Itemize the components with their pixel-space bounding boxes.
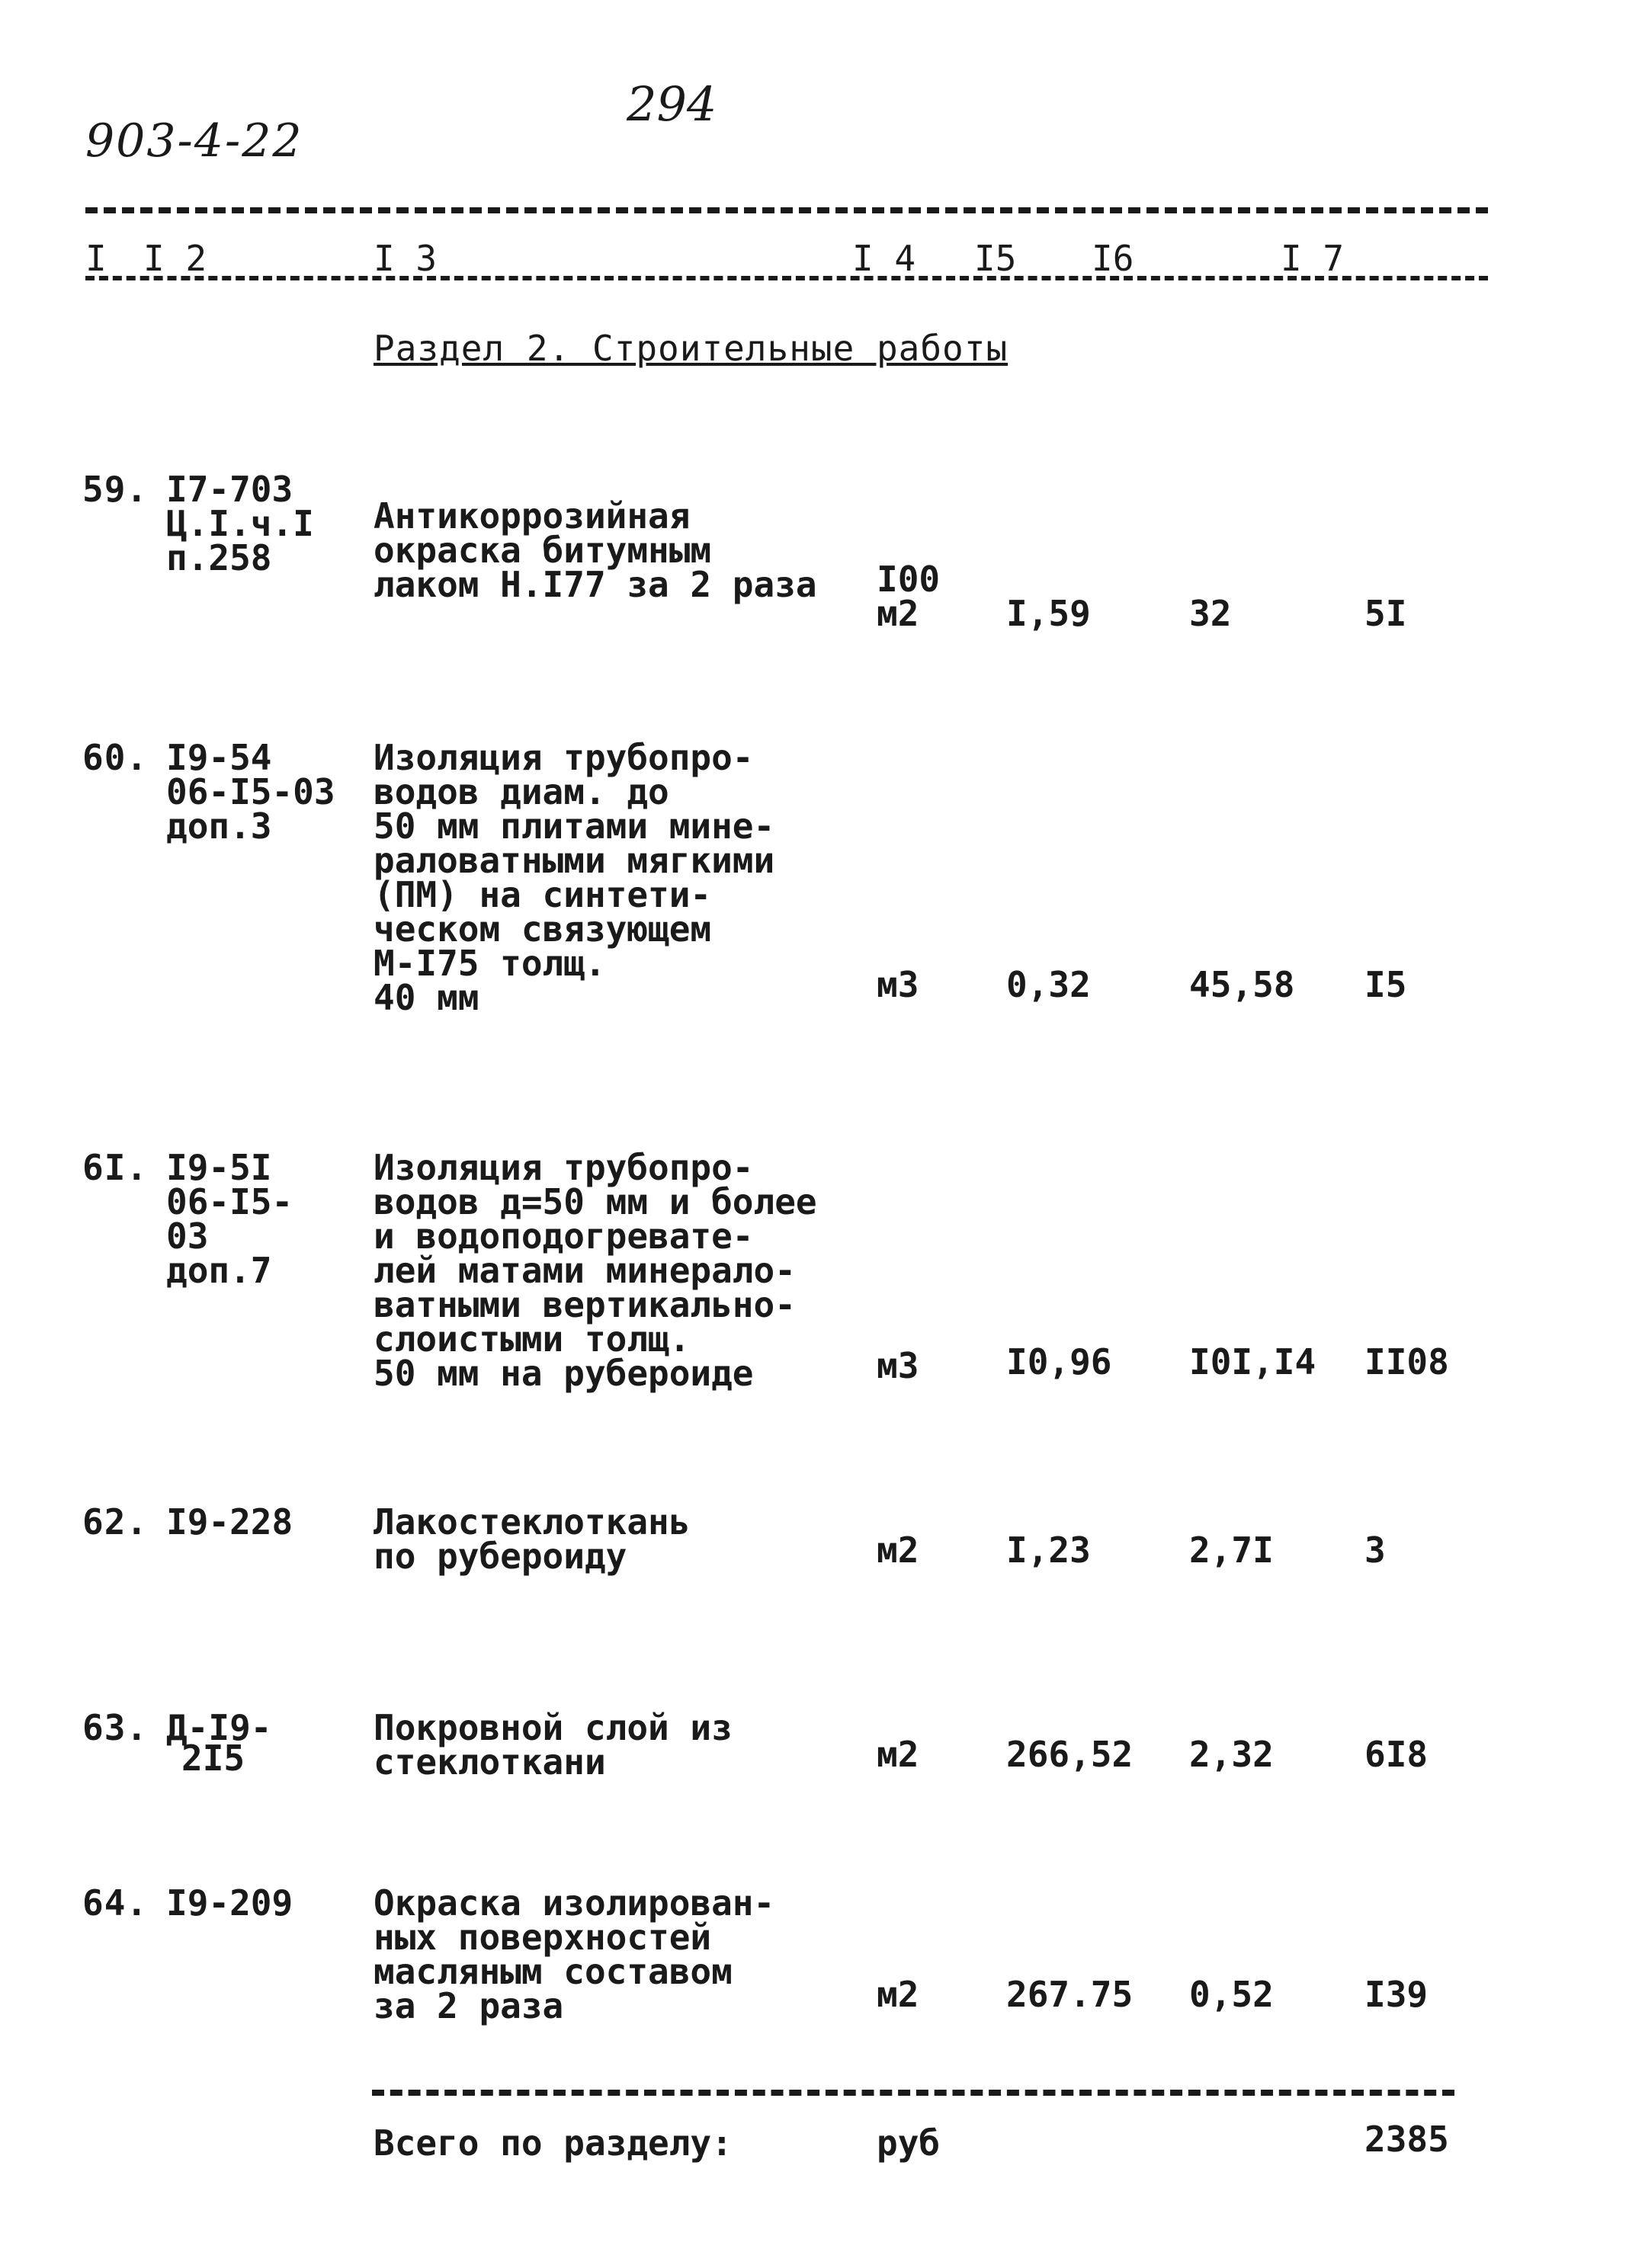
column-number-2: I 2 (143, 238, 207, 279)
row-desc-line: и водоподогревате- (374, 1216, 754, 1257)
row-desc-line: Покровной слой из (374, 1707, 733, 1748)
row-desc-line: водов диам. до (374, 771, 669, 812)
footer-divider (372, 2090, 1454, 2096)
row-code-line: I9-54 (166, 737, 272, 778)
row-price: 32 (1189, 593, 1232, 634)
row-desc-line: окраска битумным (374, 530, 712, 571)
row-desc-line: слоистыми толщ. (374, 1318, 691, 1360)
row-desc-line: 40 мм (374, 977, 479, 1018)
row-unit-line: м3 (877, 1345, 919, 1386)
row-desc-line: ческом связующем (374, 908, 712, 950)
row-unit-line: I00 (877, 559, 941, 600)
row-desc-line: ных поверхностей (374, 1917, 712, 1958)
row-desc-line: Изоляция трубопро- (374, 1147, 754, 1188)
row-desc-line: М-I75 толщ. (374, 943, 606, 984)
row-price: 45,58 (1189, 964, 1295, 1005)
row-desc-line: по рубероиду (374, 1536, 627, 1577)
row-number: 64. (82, 1882, 149, 1924)
row-number: 62. (82, 1501, 149, 1542)
section-title: Раздел 2. Строительные работы (374, 328, 1009, 369)
row-code-line: Д-I9- (166, 1707, 272, 1748)
row-code-line: 2I5 (181, 1738, 245, 1779)
row-code-line: 06-I5-03 (166, 771, 335, 812)
row-desc-line: (ПМ) на синтети- (374, 874, 712, 915)
column-number-4: I 4 (852, 238, 916, 279)
row-desc-line: 50 мм плитами мине- (374, 806, 775, 847)
column-number-5: I5 (974, 238, 1017, 279)
row-desc-line: 50 мм на рубероиде (374, 1353, 754, 1394)
row-quantity: I,59 (1006, 593, 1091, 634)
column-number-6: I6 (1092, 238, 1134, 279)
row-number: 6I. (82, 1147, 149, 1188)
row-total: I5 (1364, 964, 1407, 1005)
document-code: 903-4-22 (85, 114, 303, 168)
row-code-line: I7-703 (166, 469, 293, 510)
section-total-value: 2385 (1364, 2119, 1449, 2160)
row-unit-line: м2 (877, 1530, 919, 1571)
row-code-line: I9-5I (166, 1147, 272, 1188)
section-total-unit: руб (877, 2122, 941, 2164)
row-code-line: доп.7 (166, 1250, 272, 1291)
row-code-line: 06-I5- (166, 1181, 293, 1222)
row-total: 5I (1364, 593, 1407, 634)
row-unit-line: м2 (877, 1734, 919, 1775)
row-desc-line: раловатными мягкими (374, 840, 775, 881)
row-quantity: 267.75 (1006, 1974, 1134, 2015)
section-total-label: Всего по разделу: (374, 2122, 733, 2164)
row-number: 60. (82, 737, 149, 778)
row-total: I39 (1364, 1974, 1429, 2015)
row-quantity: 0,32 (1006, 964, 1091, 1005)
row-price: 2,7I (1189, 1530, 1274, 1571)
row-desc-line: лаком Н.I77 за 2 раза (374, 564, 817, 605)
row-unit-line: м2 (877, 1974, 919, 2015)
row-quantity: I,23 (1006, 1530, 1091, 1571)
row-desc-line: лей матами минерало- (374, 1250, 796, 1291)
row-total: 3 (1364, 1530, 1386, 1571)
row-desc-line: Окраска изолирован- (374, 1882, 775, 1924)
row-quantity: 266,52 (1006, 1734, 1134, 1775)
row-desc-line: водов д=50 мм и более (374, 1181, 817, 1222)
row-desc-line: стеклоткани (374, 1741, 606, 1783)
row-total: II08 (1364, 1341, 1449, 1382)
row-desc-line: Лакостеклоткань (374, 1501, 691, 1542)
row-number: 59. (82, 469, 149, 510)
column-number-1: I (85, 238, 107, 279)
row-price: 2,32 (1189, 1734, 1274, 1775)
row-unit-line: м2 (877, 593, 919, 634)
column-header-divider (85, 276, 1488, 280)
row-price: I0I,I4 (1189, 1341, 1316, 1382)
row-desc-line: Изоляция трубопро- (374, 737, 754, 778)
page-number: 294 (627, 76, 717, 132)
row-unit-line: м3 (877, 964, 919, 1005)
column-number-3: I 3 (374, 238, 438, 279)
row-desc-line: масляным составом (374, 1951, 733, 1992)
top-divider (85, 207, 1488, 213)
row-code-line: 03 (166, 1216, 209, 1257)
row-code-line: I9-209 (166, 1882, 293, 1924)
row-code-line: Ц.I.ч.I (166, 503, 314, 544)
row-number: 63. (82, 1707, 149, 1748)
row-desc-line: за 2 раза (374, 1985, 564, 2026)
row-total: 6I8 (1364, 1734, 1429, 1775)
row-quantity: I0,96 (1006, 1341, 1112, 1382)
row-price: 0,52 (1189, 1974, 1274, 2015)
row-code-line: п.258 (166, 537, 272, 578)
row-desc-line: ватными вертикально- (374, 1284, 796, 1325)
column-number-7: I 7 (1281, 238, 1345, 279)
row-desc-line: Антикоррозийная (374, 495, 691, 537)
row-code-line: доп.3 (166, 806, 272, 847)
row-code-line: I9-228 (166, 1501, 293, 1542)
